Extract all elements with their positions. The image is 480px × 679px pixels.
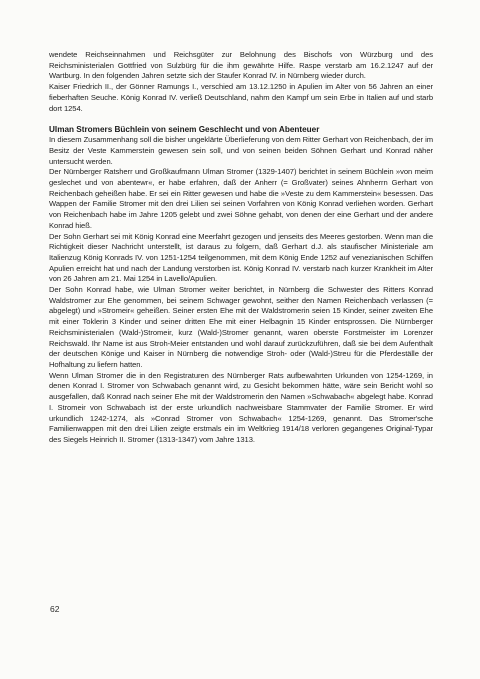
paragraph-1: wendete Reichseinnahmen und Reichsgüter zur Belohnung des Bischofs von Würzburg und des Reichsministerialen Gottfried von Sulzbürg für die ihm gewährte Hilfe. Raspe verstarb am 16.2.1247 auf der Wartburg. In den folgenden Jahren setzte sich der Staufer Konrad IV. in Nürnberg wieder durch.	[49, 50, 433, 81]
paragraph-4: Der Nürnberger Ratsherr und Großkaufmann Ulman Stromer (1329-1407) berichtet in seinem Büchlein »von meim geslechet und von abentewr«, er habe erfahren, daß der Anherr (= Großvater) seines Ahnherrn Gerhart von Reichenbach geheißen habe. Er sei ein Ritter gewesen und habe die »Veste zu dem Kammerstein« besessen. Das Wappen der Familie Stromer mit den drei Lilien sei seinen Vorfahren von König Konrad verliehen worden. Gerhart von Reichenbach habe im Jahre 1205 gelebt und zwei Söhne gehabt, von denen der eine Gerhart und der andere Konrad hieß.	[49, 167, 433, 230]
page-body	[49, 50, 433, 446]
paragraph-3: In diesem Zusammenhang soll die bisher ungeklärte Überlieferung von dem Ritter Gerhart von Reichenbach, der im Besitz der Veste Kammerstein gewesen sein soll, und von seinen beiden Söhnen Gerhart und Konrad näher untersucht werden.	[49, 135, 433, 166]
paragraph-5: Der Sohn Gerhart sei mit König Konrad eine Meerfahrt gezogen und jenseits des Meeres gestorben. Wenn man die Richtigkeit dieser Nachricht unterstellt, ist daraus zu folgern, daß Gerhart d.J. als staufischer Ministeriale am Italienzug König Konrads IV. von 1251-1254 teilgenommen, mit dem König Ende 1252 auf venezianischen Schiffen Apulien erreicht hat und nach der Landung verstorben ist. König Konrad IV. verstarb nach kurzer Krankheit im Alter von 26 Jahren am 21. Mai 1254 in Lavello/Apulien.	[49, 231, 433, 284]
paragraph-7: Wenn Ulman Stromer die in den Registraturen des Nürnberger Rats aufbewahrten Urkunden von 1254-1269, in denen Konrad I. Stromer von Schwabach genannt wird, zu Gesicht bekommen hätte, wäre sein Bericht wohl so ausgefallen, daß Konrad nach seiner Ehe mit der Waldstromerin den Namen »Schwabach« abgelegt habe. Konrad I. Stromeir von Schwabach ist der erste urkundlich nachweisbare Stammvater der Familie Stromer. Er wird urkundlich 1242-1274, als »Conrad Stromer von Schwabach« 1254-1269, genannt. Das Stromer'sche Familienwappen mit den drei Lilien zeigte erstmals ein im Weltkrieg 1914/18 verloren gegangenes Original-Typar des Siegels Heinrich II. Stromer (1313-1347) vom Jahre 1313.	[49, 370, 433, 444]
page-number: 62	[50, 604, 60, 614]
paragraph-6: Der Sohn Konrad habe, wie Ulman Stromer weiter berichtet, in Nürnberg die Schwester des Ritters Konrad Waldstromer zur Ehe genommen, bei seinem Schwager gewohnt, seither den Namen Reichenbach verlassen (= abgelegt) und »Stromeir« geheißen. Seiner ersten Ehe mit der Waldstromerin seien 15 Kinder, seiner zweiten Ehe mit einer Toklerin 3 Kinder und seiner dritten Ehe mit einer Helbagnin 15 Kinder entsprossen. Die Nürnberger Reichsministerialen (Wald-)Stromeir, kurz (Wald-)Stromer genannt, waren oberste Forstmeister im Lorenzer Reichswald. Ihr Name ist aus Stroh-Meier entstanden und wohl darauf zurückzuführen, daß sie bei dem Aufenthalt der deutschen Könige und Kaiser in Nürnberg die notwendige Stroh- oder (Wald-)Streu für die Pferdeställe der Hofhaltung zu liefern hatten.	[49, 285, 433, 369]
section-heading: Ulman Stromers Büchlein von seinem Geschlecht und von Abenteuer	[49, 125, 320, 135]
paragraph-2: Kaiser Friedrich II., der Gönner Ramungs I., verschied am 13.12.1250 in Apulien im Alter von 56 Jahren an einer fieberhaften Seuche. König Konrad IV. verließ Deutschland, nahm den Kampf um sein Erbe in Italien auf und starb dort 1254.	[49, 82, 433, 113]
